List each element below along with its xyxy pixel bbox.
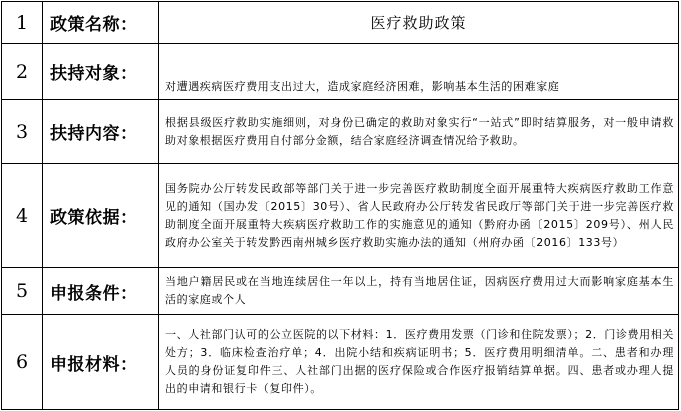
policy-table: [1, 1, 679, 410]
row-label-materials: 申报材料：: [43, 315, 159, 410]
row-number: 5: [2, 268, 43, 315]
row-number: 6: [2, 315, 43, 410]
target-value: 对遭遇疾病医疗费用支出过大，造成家庭经济困难，影响基本生活的困难家庭: [159, 44, 679, 100]
row-number: 4: [2, 164, 43, 268]
materials-value: 一、人社部门认可的公立医院的以下材料：1．医疗费用发票（门诊和住院发票）；2．门诊费用相关处方；3．临床检查治疗单；4．出院小结和疾病证明书；5．医疗费用明细清单。二、患者和办理人员的身份证复印件三、人社部门出据的医疗保险或合作医疗报销结算单据。四、患者或办理人提出的申请和银行卡（复印件）。: [159, 315, 679, 410]
row-label-policy-name: 政策名称：: [43, 2, 159, 44]
table-row-conditions: [2, 268, 679, 315]
table-row-support-content: [2, 100, 679, 164]
row-label-conditions: 申报条件：: [43, 268, 159, 315]
row-number: 3: [2, 100, 43, 164]
table-row-target: [2, 44, 679, 100]
row-label-policy-basis: 政策依据：: [43, 164, 159, 268]
table-row-materials: [2, 315, 679, 410]
conditions-value: 当地户籍居民或在当地连续居住一年以上，持有当地居住证，因病医疗费用过大而影响家庭基本生活的家庭或个人: [159, 268, 679, 315]
policy-basis-value: 国务院办公厅转发民政部等部门关于进一步完善医疗救助制度全面开展重特大疾病医疗救助工作意见的通知（国办发〔2015〕30号）、省人民政府办公厅转发省民政厅等部门关于进一步完善医疗救助制度全面开展重特大疾病医疗救助工作的实施意见的通知（黔府办函〔2015〕209号）、州人民政府办公室关于转发黔西南州城乡医疗救助实施办法的通知（州府办函〔2016〕133号）: [159, 164, 679, 268]
policy-name-value: 医疗救助政策: [159, 2, 679, 44]
table-row-policy-name: [2, 2, 679, 44]
table-row-policy-basis: [2, 164, 679, 268]
support-content-value: 根据县级医疗救助实施细则，对身份已确定的救助对象实行“一站式”即时结算服务，对一般申请救助对象根据医疗费用自付部分金额，结合家庭经济调查情况给予救助。: [159, 100, 679, 164]
row-label-target: 扶持对象：: [43, 44, 159, 100]
row-number: 1: [2, 2, 43, 44]
row-label-support-content: 扶持内容：: [43, 100, 159, 164]
row-number: 2: [2, 44, 43, 100]
